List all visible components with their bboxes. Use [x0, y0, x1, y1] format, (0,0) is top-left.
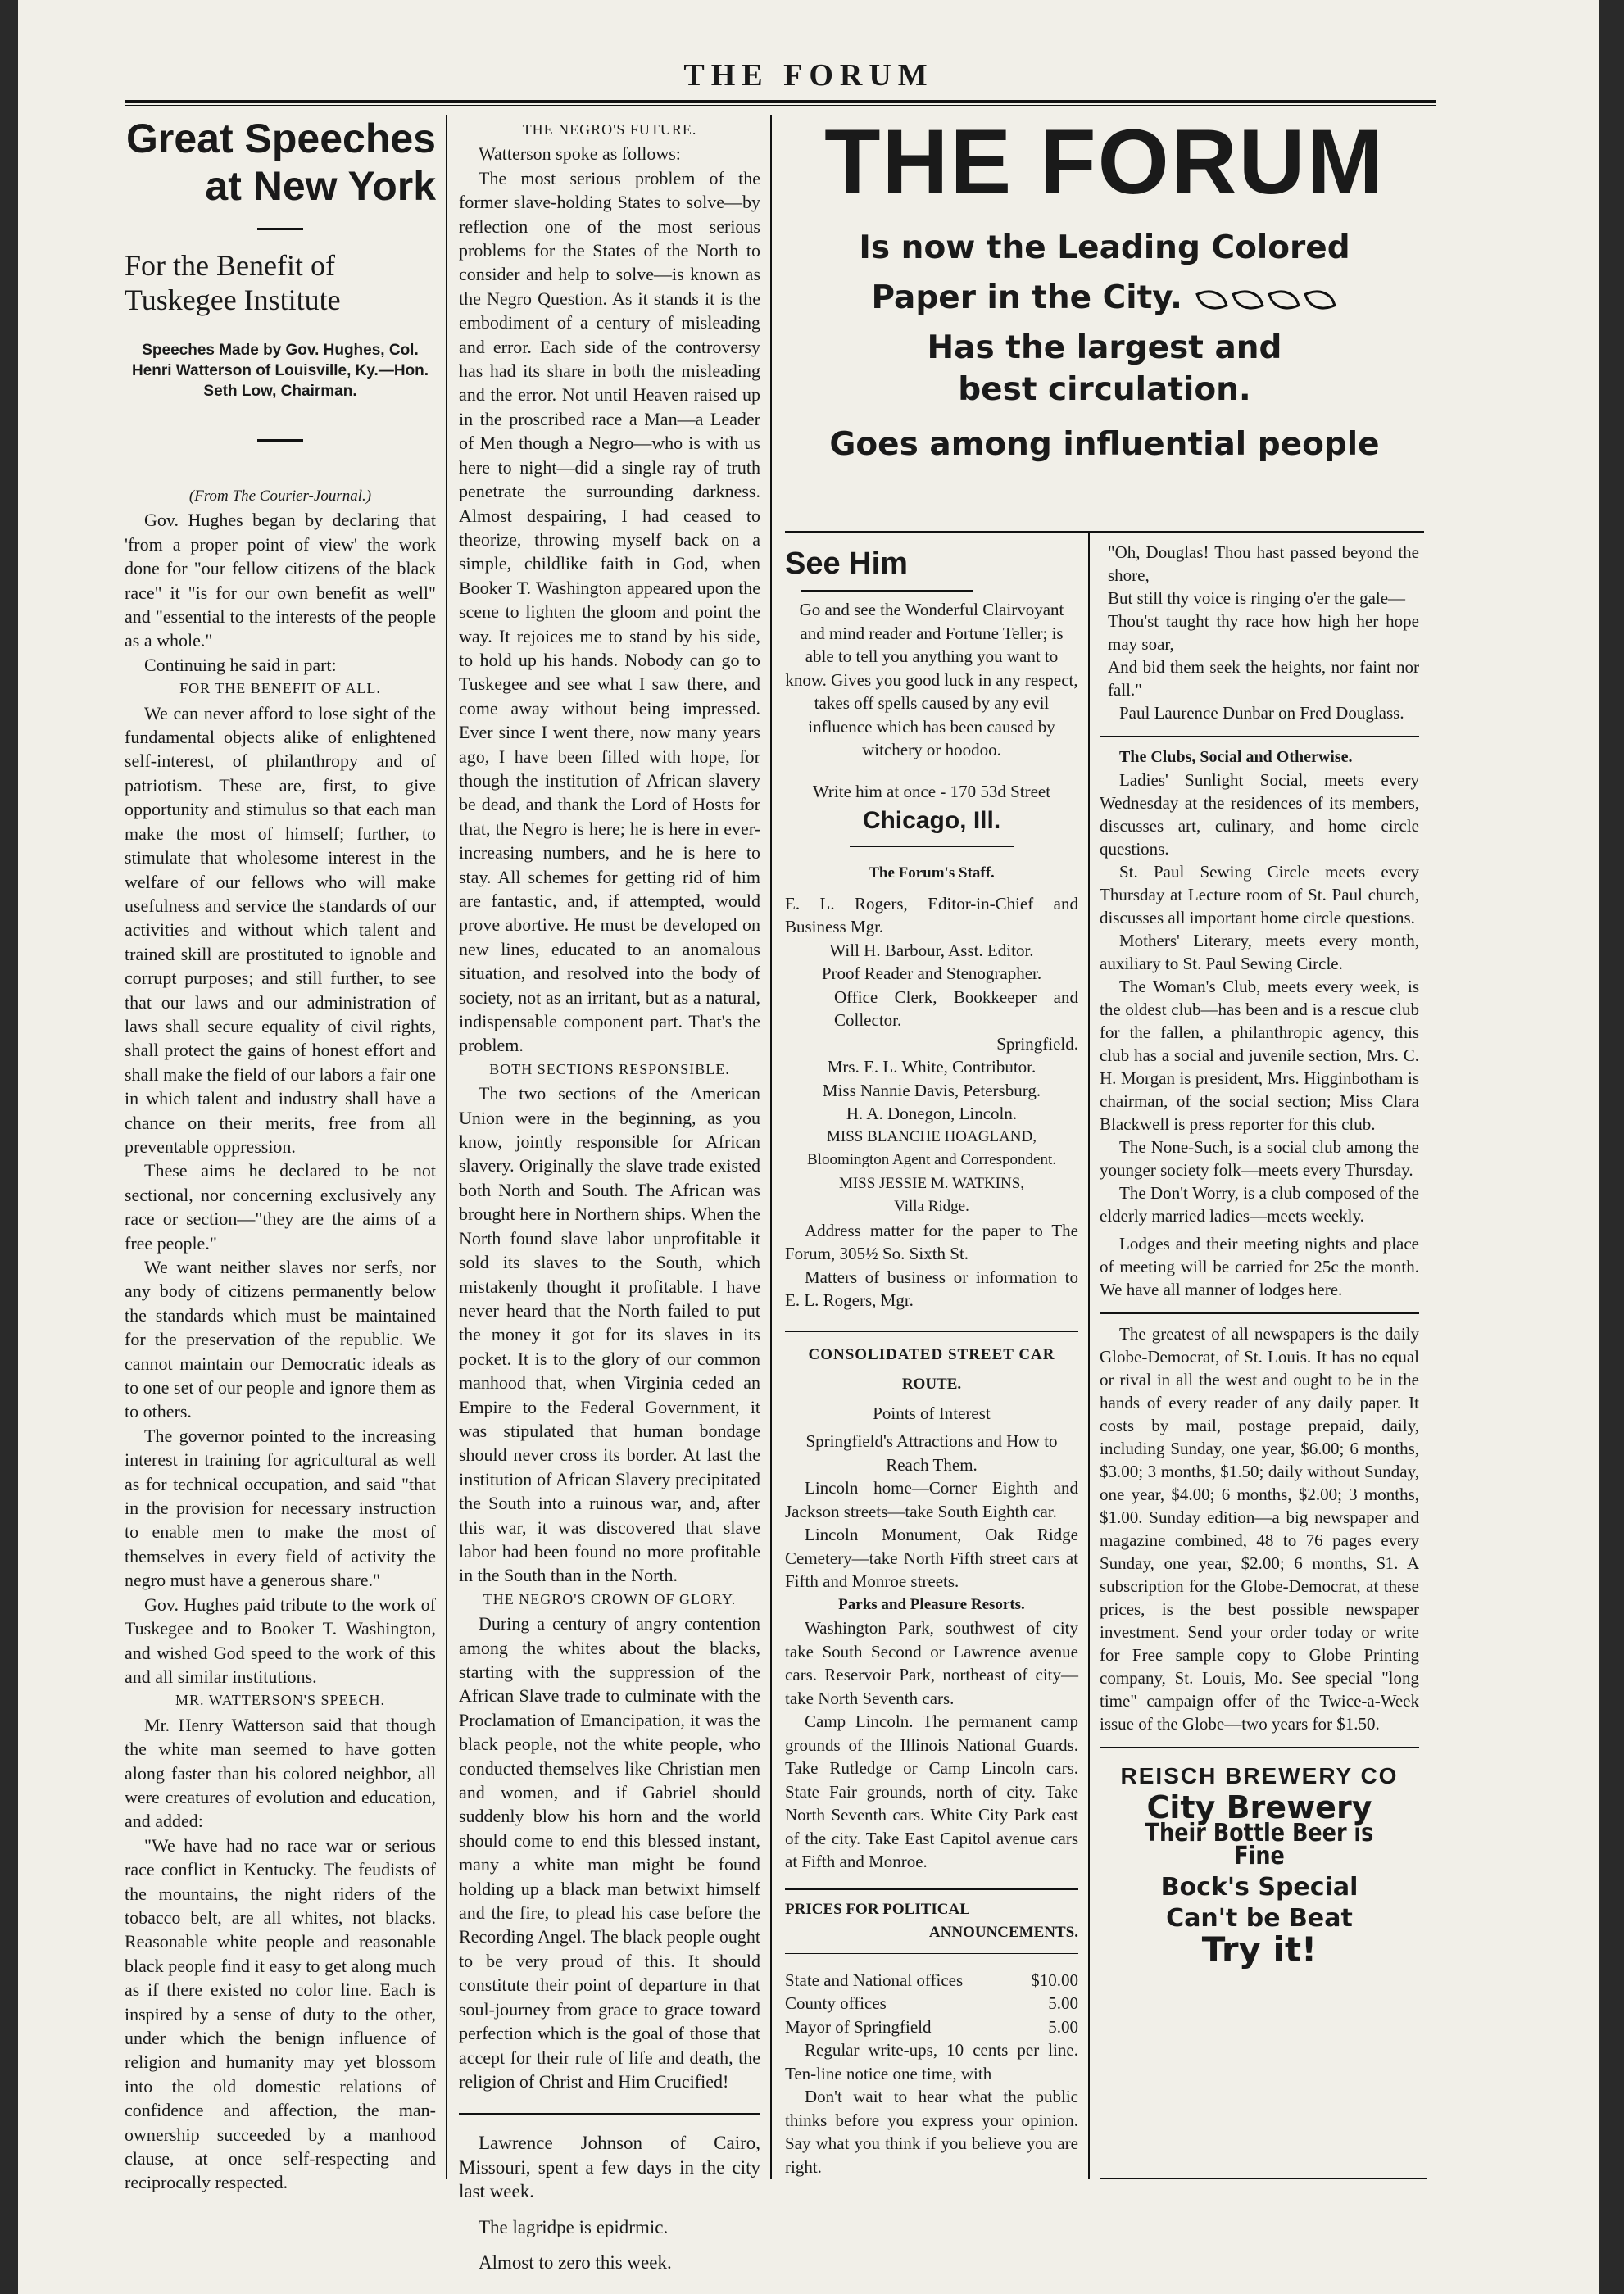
see-him-city: Chicago, Ill.: [862, 807, 1001, 834]
divider: [257, 228, 303, 230]
masthead-rule: [125, 100, 1436, 103]
paragraph: The governor pointed to the increasing interest in training for agricultural as well as for technical occupation, and said "that in the provision for necessary instruction to enable men to make the most of themselves in every field of activity the negro must have a generous share.": [125, 1425, 436, 1591]
forum-advertisement: [785, 111, 1424, 510]
forum-ad-line: Is now the Leading Colored: [859, 229, 1350, 266]
staff-line: Springfield.: [996, 1033, 1078, 1054]
divider: [1100, 1747, 1419, 1748]
staff-title: The Forum's Staff.: [869, 864, 995, 882]
divider: [1100, 736, 1419, 737]
divider: [459, 2113, 760, 2115]
brewery-bottom-rule: [1100, 2178, 1427, 2179]
staff-address: Address matter for the paper to The Forum, 305½ So. Sixth St.: [785, 1220, 1078, 1263]
staff-line: Villa Ridge.: [894, 1198, 969, 1215]
headline-new-york: at New York: [205, 163, 436, 209]
column-4: [1100, 541, 1419, 1970]
poem-line: But still thy voice is ringing o'er the gale—: [1108, 588, 1406, 608]
leaf-icon: [1304, 284, 1336, 315]
column-3: [785, 546, 1078, 2178]
poem-credit: Paul Laurence Dunbar on Fred Douglass.: [1119, 703, 1404, 723]
staff-line: E. L. Rogers, Editor-in-Chief and Business Mgr.: [785, 893, 1078, 936]
paragraph: Gov. Hughes began by declaring that 'from a proper point of view' the work done for "our fellow citizens of the black race" it "is for our own benefit as well" and "essential to the interests of the people as a whole.": [125, 510, 436, 651]
section-subhead: BOTH SECTIONS RESPONSIBLE.: [489, 1060, 730, 1077]
local-item: Almost to zero this week.: [479, 2251, 672, 2273]
price-label: Mayor of Springfield: [785, 2016, 932, 2037]
price-row: [785, 2015, 1078, 2039]
section-subhead: THE NEGRO'S CROWN OF GLORY.: [483, 1590, 737, 1607]
divider: [257, 439, 303, 442]
prices-title: ANNOUNCEMENTS.: [928, 1924, 1078, 1941]
paragraph: Camp Lincoln. The permanent camp grounds of the Illinois National Guards. Take Rutledge or Camp Lincoln cars. State Fair grounds, north of city. Take North Seventh cars. White City Park east of the city. Take East Capitol avenue cars at Fifth and Monroe.: [785, 1711, 1078, 1871]
forum-ad-line: best circulation.: [958, 371, 1251, 408]
streetcar-title: CONSOLIDATED STREET CAR: [808, 1345, 1055, 1363]
streetcar-title: ROUTE.: [901, 1376, 962, 1393]
paragraph: Don't wait to hear what the public thinks before you express your opinion. Say what you think if you believe you are right.: [785, 2087, 1078, 2177]
source-line: (From The Courier-Journal.): [188, 487, 372, 505]
staff-line: Office Clerk, Bookkeeper and Collector.: [834, 986, 1078, 1030]
club-item: The None-Such, is a social club among the younger society folk—meets every Thursday.: [1100, 1137, 1419, 1180]
paragraph: Washington Park, southwest of city take South Second or Lawrence avenue cars. Reservoir Park, northeast of city—take North Seventh cars.: [785, 1618, 1078, 1708]
streetcar-sub: Points of Interest: [873, 1403, 991, 1423]
brewery-name: REISCH BREWERY CO: [1120, 1763, 1399, 1789]
club-item: The Woman's Club, meets every week, is the oldest club—has been and is a rescue club for the fallen, a philanthropic agency, this club has a social and juvenile section, Mrs. C. H. Morgan is president, Mrs. Higginbotham is chairman, of the social section; Miss Clara Blackwell is press reporter for this club.: [1100, 977, 1419, 1134]
newspaper-page: [18, 0, 1599, 2294]
leaf-icon: [1232, 284, 1264, 315]
staff-business: Matters of business or information to E. L. Rogers, Mgr.: [785, 1267, 1078, 1310]
ad-rule: [785, 531, 1424, 533]
column-2: [459, 118, 760, 2274]
headline-great-speeches: Great Speeches: [126, 116, 436, 161]
column-rule: [770, 115, 772, 2179]
streetcar-sub: Springfield's Attractions and How to Reach Them.: [805, 1431, 1058, 1475]
paragraph: Lincoln home—Corner Eighth and Jackson streets—take South Eighth car.: [785, 1478, 1078, 1521]
prices-title: PRICES FOR POLITICAL: [785, 1900, 970, 1918]
poem-line: And bid them seek the heights, nor faint nor fall.": [1108, 657, 1419, 700]
staff-line: Bloomington Agent and Correspondent.: [807, 1151, 1056, 1168]
brewery-line: City Brewery: [1146, 1789, 1372, 1825]
clubs-title: The Clubs, Social and Otherwise.: [1119, 748, 1353, 766]
club-item: The Don't Worry, is a club composed of the elderly married ladies—meets weekly.: [1100, 1183, 1419, 1226]
staff-line: Will H. Barbour, Asst. Editor.: [829, 940, 1034, 960]
staff-line: Proof Reader and Stenographer.: [821, 963, 1042, 983]
local-item: The lagridpe is epidrmic.: [479, 2216, 669, 2237]
section-subhead: FOR THE BENEFIT OF ALL.: [179, 680, 381, 697]
price-value: $10.00: [1031, 1970, 1078, 1990]
poem-line: Thou'st taught thy race how high her hope may soar,: [1108, 611, 1419, 654]
paragraph: These aims he declared to be not sectional, nor concerning exclusively any race or section—"they are the aims of a free people.": [125, 1160, 436, 1254]
paragraph: We want neither slaves nor serfs, nor any body of citizens permanently below the standards which must be maintained for the preservation of the republic. We cannot maintain our Democratic ideals as to one set of our people and ignore them as to others.: [125, 1257, 436, 1422]
column-rule: [446, 115, 447, 2179]
brewery-line: Can't be Beat: [1166, 1904, 1353, 1933]
paragraph: Lincoln Monument, Oak Ridge Cemetery—take North Fifth street cars at Fifth and Monroe streets.: [785, 1525, 1078, 1591]
paragraph: Regular write-ups, 10 cents per line. Ten-line notice one time, with: [785, 2040, 1078, 2083]
divider: [1100, 1312, 1419, 1314]
price-value: 5.00: [1048, 1993, 1078, 2013]
local-item: Lawrence Johnson of Cairo, Missouri, spent a few days in the city last week.: [459, 2133, 760, 2202]
divider: [850, 846, 1014, 847]
leaf-icon: [1268, 284, 1300, 315]
staff-line: MISS BLANCHE HOAGLAND,: [827, 1127, 1037, 1145]
globe-democrat-ad: The greatest of all newspapers is the daily Globe-Democrat, of St. Louis. It has no equal or rival in all the west and ought to be in the hands of every reader of any daily paper. It costs by mail, postage prepaid, daily, including Sunday, one year, $6.00; 6 months, $3.00; 3 months, $1.50; daily without Sunday, one year, $4.00; 6 months, $2.00; 3 months, $1.00. Sunday edition—a big newspaper and magazine combined, 48 to 76 pages every Sunday, one year, $2.00; 6 months, $1. A subscription for the Globe-Democrat, at these prices, is the best possible newspaper investment. Send your order today or write for Free sample copy to Globe Printing company, St. Louis, Mo. See special "long time" campaign offer of the Twice-a-Week issue of the Globe—two years for $1.50.: [1100, 1324, 1419, 1734]
column-1: [125, 115, 436, 2195]
paragraph: "We have had no race war or serious race conflict in Kentucky. The feudists of the mountains, the night riders of the tobacco belt, are all whites, not blacks. Reasonable white people and reasonable black people find it easy to get along much as if there existed no color line. Each is inspired by a sense of duty to the other, under which the benign influence of religion and humanity may yet blossom into the old domestic relations of confidence and affection, the man-ownership succeeded by a manhood clause, at once self-respecting and reciprocally respected.: [125, 1834, 436, 2193]
see-him-body: Go and see the Wonderful Clairvoyant and mind reader and Fortune Teller; is able to tell you anything you want to know. Gives you good luck in any respect, takes off spells caused by any evil influence which has been caused by witchery or hoodoo.: [785, 600, 1078, 759]
poem-line: "Oh, Douglas! Thou hast passed beyond the shore,: [1108, 542, 1419, 585]
price-label: County offices: [785, 1993, 887, 2013]
staff-line: MISS JESSIE M. WATKINS,: [838, 1174, 1025, 1192]
price-row: [785, 1969, 1078, 1993]
divider: [785, 1331, 1078, 1332]
subhead-tuskegee: For the Benefit of Tuskegee Institute: [125, 249, 341, 316]
paragraph: We can never afford to lose sight of the fundamental objects alike of enlightened self-interest, of philanthropy and of patriotism. These are, first, to give opportunity and stimulus so that each man make the most of himself; further, to stimulate that wholesome interest in the welfare of our fellows who will make usefulness and service the standards of our activities and without which talent and trained skill are prostituted to ignoble and corrupt purposes; and still further, to see that our laws and our administration of laws shall secure equality of civil rights, shall protect the gains of honest effort and shall make the field of our labors a fair one in which talent and industry shall have a chance on their merits, free from all preventable oppression.: [125, 702, 436, 1157]
staff-line: Mrs. E. L. White, Contributor.: [827, 1057, 1037, 1077]
forum-ad-line: Has the largest and: [927, 329, 1282, 366]
masthead-rule-thin: [125, 105, 1436, 106]
club-item: St. Paul Sewing Circle meets every Thursday at Lecture room of St. Paul church, discusses all important home circle questions.: [1100, 862, 1419, 927]
forum-ad-line: [785, 279, 1424, 316]
paragraph: The two sections of the American Union were in the beginning, as you know, jointly responsible for African slavery. Originally the slave trade existed both North and South. The African was brought here in Northern ships. When the North found slave labor unprofitable it sold its slaves to the South, which mistakenly thought it profitable. I have never heard that the North failed to put the money it got for its slaves in its pocket. It is to the glory of our common manhood that, when Virginia ceded an Empire to the Federal Government, it was stipulated that human bondage should never cross its border. At last the institution of African Slavery precipitated the South into a ruinous war, and, after this war, it was discovered that slave labor had been found no more profitable in the South than in the North.: [459, 1083, 760, 1586]
divider: [785, 1953, 1078, 1954]
brewery-line: Try it!: [1201, 1929, 1318, 1970]
deck: Speeches Made by Gov. Hughes, Col. Henri Watterson of Louisville, Ky.—Hon. Seth Low, Chairman.: [131, 342, 429, 400]
paragraph: Mr. Henry Watterson said that though the white man seemed to have gotten along faster than his colored neighbor, all were creatures of evolution and education, and added:: [125, 1714, 436, 1832]
brewery-advertisement: [1100, 1763, 1419, 1970]
club-item: Lodges and their meeting nights and place of meeting will be carried for 25c the month. We have all manner of lodges here.: [1100, 1234, 1419, 1299]
brewery-line: Bock's Special: [1160, 1873, 1359, 1902]
divider: [801, 590, 973, 592]
see-him-title: See Him: [785, 546, 908, 581]
section-subhead: THE NEGRO'S FUTURE.: [522, 121, 697, 138]
forum-ad-line-text: Paper in the City.: [871, 279, 1182, 316]
price-value: 5.00: [1048, 2016, 1078, 2037]
price-label: State and National offices: [785, 1970, 964, 1990]
section-subhead: MR. WATTERSON'S SPEECH.: [175, 1692, 385, 1709]
leaf-icon: [1195, 284, 1228, 315]
staff-line: H. A. Donegon, Lincoln.: [846, 1104, 1018, 1123]
parks-subhead: Parks and Pleasure Resorts.: [838, 1595, 1025, 1613]
paragraph: Watterson spoke as follows:: [479, 143, 681, 165]
staff-line: Miss Nannie Davis, Petersburg.: [822, 1080, 1041, 1100]
price-row: [785, 1992, 1078, 2015]
column-rule: [1088, 533, 1090, 2179]
paragraph: Gov. Hughes paid tribute to the work of Tuskegee and to Booker T. Washington, and wished God speed to the work of this and all similar institutions.: [125, 1594, 436, 1687]
running-head: THE FORUM: [683, 58, 934, 93]
paragraph: The most serious problem of the former slave-holding States to solve—by reflection one of the most serious problems for the States of the North to consider and help to solve—is known as the Negro Question. As it stands it is the embodiment of a century of misleading and error. Each side of the controversy has had its share in both the misleading and the error. Not until Heaven raised up in the proscribed race a Man—a Leader of Men though a Negro—who is with us here to night—did a single ray of truth penetrate the surrounding darkness. Almost despairing, I had ceased to theorize, throwing myself back on a simple, childlike faith in God, when Booker T. Washington appeared upon the scene to lighten the gloom and point the way. It rejoices me to stand by his side, to hold up his hands. Nobody can go to Tuskegee and see what I saw there, and come away without being impressed. Ever since I went there, now many years ago, I have been filled with hope, for though the institution of African slavery be dead, and thank the Lord of Hosts for that, the Negro is here; he is here in ever-increasing numbers, and he is here to stay. All schemes for getting rid of him are fantastic, and, if attempted, would prove abortive. He must be developed on new lines, educated to an anomalous situation, and resolved into the body of society, not as an irritant, but as a natural, indispensable component part. That's the problem.: [459, 167, 760, 1056]
see-him-address: Write him at once - 170 53d Street: [812, 781, 1051, 801]
forum-ad-title: THE FORUM: [824, 111, 1385, 213]
club-item: Mothers' Literary, meets every month, auxiliary to St. Paul Sewing Circle.: [1100, 931, 1419, 973]
brewery-line: Their Bottle Beer is Fine: [1145, 1819, 1374, 1870]
forum-ad-line: Goes among influential people: [829, 426, 1380, 463]
paragraph: Continuing he said in part:: [144, 654, 337, 675]
club-item: Ladies' Sunlight Social, meets every Wednesday at the residences of its members, discusses art, culinary, and home circle questions.: [1100, 770, 1419, 859]
divider: [785, 1888, 1078, 1890]
paragraph: During a century of angry contention among the whites about the blacks, starting with the suppression of the African Slave trade to culminate with the Proclamation of Emancipation, it was the black people, not the white people, who conducted themselves like Christian men and women, and if Gabriel should suddenly blow his horn and the world should come to end this blessed instant, many a white man might be found holding up a black man betwixt himself and the fire, to plead his case before the Recording Angel. The black people ought to be very proud of this. It should constitute their point of departure in that soul-journey from grace to grace toward perfection which is the goal of those that accept for their rule of life and death, the religion of Christ and Him Crucified!: [459, 1613, 760, 2092]
